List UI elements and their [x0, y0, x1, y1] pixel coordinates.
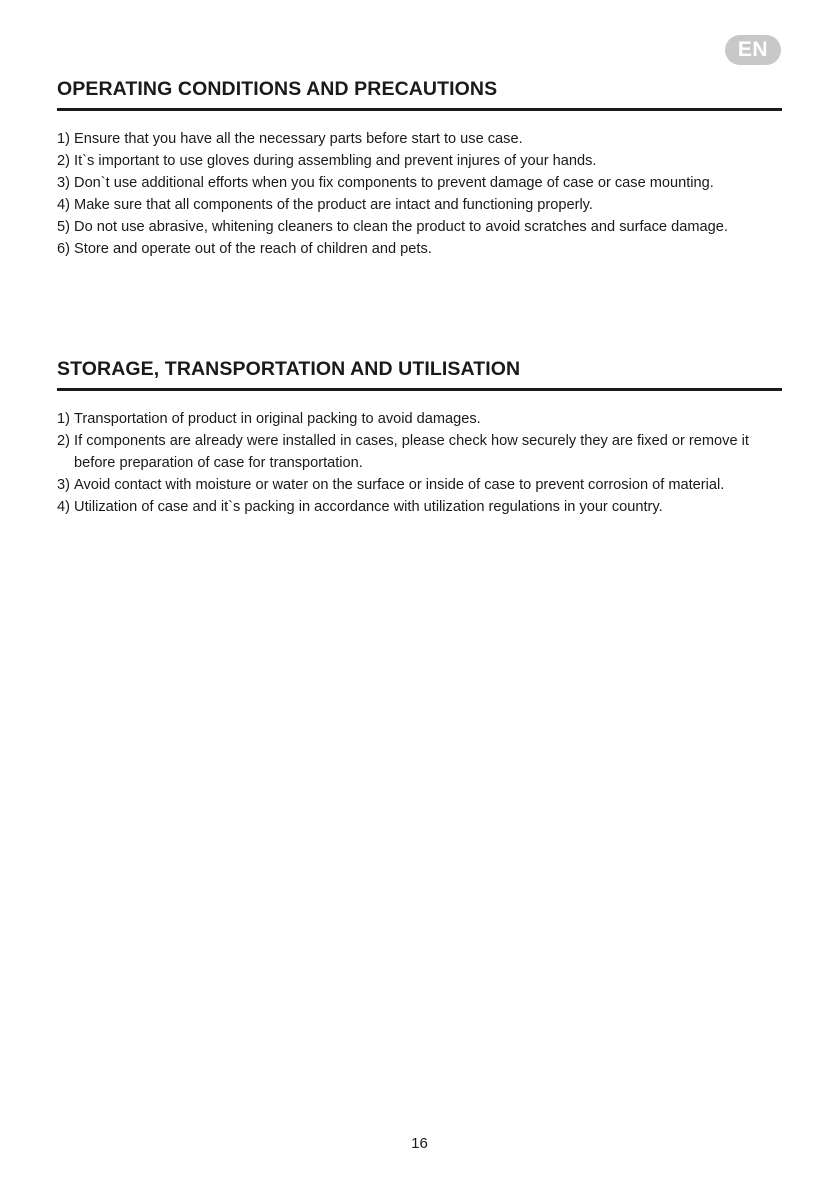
list-item — [57, 194, 782, 216]
item-text: Make sure that all components of the product are intact and functioning properly. — [74, 197, 593, 213]
item-number: 5) — [57, 219, 75, 235]
item-number: 3) — [57, 477, 75, 493]
item-text: Don`t use additional efforts when you fix components to prevent damage of case or case mounting. — [74, 175, 714, 191]
storage-list — [57, 408, 782, 518]
page-number: 16 — [411, 1135, 428, 1152]
item-number: 2) — [57, 153, 75, 169]
section-divider — [57, 388, 782, 391]
list-item — [57, 150, 782, 172]
section-title: OPERATING CONDITIONS AND PRECAUTIONS — [57, 78, 498, 100]
section-divider — [57, 108, 782, 111]
item-text: If components are already were installed in cases, please check how securely they are fixed or remove it before preparation of case for transportation. — [74, 433, 749, 471]
item-number: 4) — [57, 499, 75, 515]
storage-transportation-section — [57, 357, 782, 518]
item-number: 1) — [57, 411, 75, 427]
list-item — [57, 408, 782, 430]
item-text: Store and operate out of the reach of children and pets. — [74, 241, 432, 257]
operating-conditions-section — [57, 77, 782, 260]
item-text: Do not use abrasive, whitening cleaners to clean the product to avoid scratches and surface damage. — [74, 219, 728, 235]
item-number: 1) — [57, 131, 75, 147]
precautions-list — [57, 128, 782, 260]
item-text: Transportation of product in original packing to avoid damages. — [74, 411, 481, 427]
item-number: 4) — [57, 197, 75, 213]
list-item — [57, 238, 782, 260]
item-text: It`s important to use gloves during assembling and prevent injures of your hands. — [74, 153, 597, 169]
item-text: Utilization of case and it`s packing in accordance with utilization regulations in your country. — [74, 499, 663, 515]
language-badge: EN — [725, 35, 781, 65]
list-item — [57, 474, 782, 496]
section-title: STORAGE, TRANSPORTATION AND UTILISATION — [57, 358, 521, 380]
item-text: Ensure that you have all the necessary parts before start to use case. — [74, 131, 523, 147]
list-item — [57, 216, 782, 238]
list-item — [57, 496, 782, 518]
item-number: 6) — [57, 241, 75, 257]
list-item — [57, 128, 782, 150]
item-text: Avoid contact with moisture or water on the surface or inside of case to prevent corrosion of material. — [74, 477, 725, 493]
list-item — [57, 172, 782, 194]
item-number: 3) — [57, 175, 75, 191]
list-item — [57, 430, 782, 474]
item-number: 2) — [57, 433, 75, 449]
